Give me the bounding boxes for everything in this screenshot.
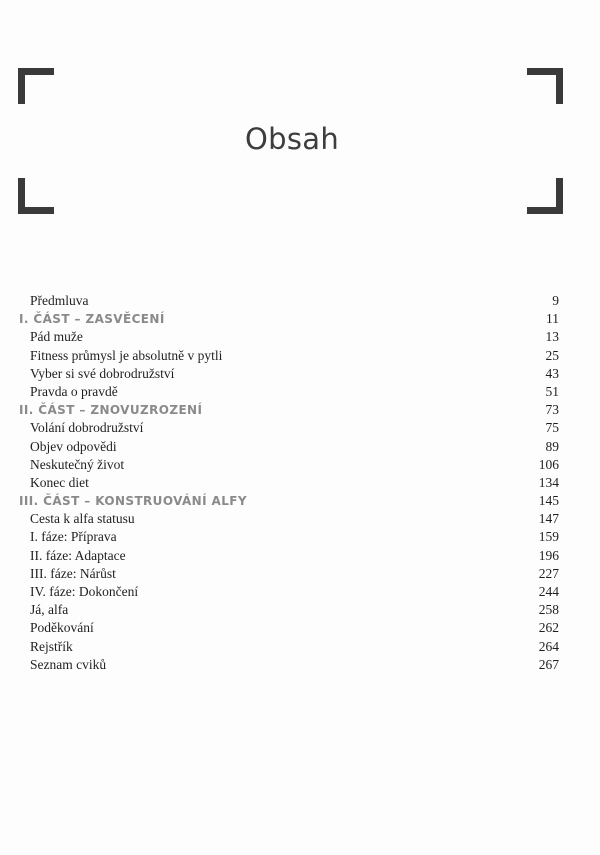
table-of-contents bbox=[0, 292, 600, 674]
toc-entry bbox=[0, 583, 600, 601]
toc-entry-label: Konec diet bbox=[30, 474, 89, 490]
toc-entry-label: Vyber si své dobrodružství bbox=[30, 365, 175, 381]
toc-page-number: 147 bbox=[538, 511, 559, 527]
toc-page-number: 145 bbox=[538, 493, 559, 509]
toc-page-number: 258 bbox=[538, 602, 559, 618]
toc-entry bbox=[0, 528, 600, 546]
toc-page-number: 267 bbox=[538, 656, 559, 672]
toc-entry bbox=[0, 474, 600, 492]
corner-mark-bottom-right bbox=[527, 178, 563, 214]
toc-entry bbox=[0, 547, 600, 565]
toc-page-number: 106 bbox=[538, 456, 559, 472]
toc-entry-label: Fitness průmysl je absolutně v pytli bbox=[30, 347, 223, 363]
toc-entry-label: Neskutečný život bbox=[30, 456, 125, 472]
toc-entry-label: Pád muže bbox=[30, 329, 83, 345]
toc-page-number: 196 bbox=[538, 547, 559, 563]
corner-mark-bottom-left bbox=[18, 178, 54, 214]
corner-mark-top-left bbox=[18, 68, 54, 104]
toc-entry bbox=[0, 619, 600, 637]
toc-part-label: III. ČÁST – KONSTRUOVÁNÍ ALFY bbox=[19, 494, 247, 509]
toc-entry bbox=[0, 328, 600, 346]
toc-page-number: 13 bbox=[545, 329, 559, 345]
toc-part-heading bbox=[0, 310, 600, 328]
toc-page-number: 244 bbox=[538, 584, 559, 599]
toc-page-number: 159 bbox=[538, 529, 559, 545]
toc-part-heading bbox=[0, 401, 600, 419]
toc-entry-label: Rejstřík bbox=[30, 638, 73, 654]
toc-entry-label: II. fáze: Adaptace bbox=[30, 547, 126, 563]
toc-part-label: II. ČÁST – ZNOVUZROZENÍ bbox=[19, 403, 203, 418]
toc-page-number: 134 bbox=[538, 474, 559, 490]
toc-entry-label: III. fáze: Nárůst bbox=[30, 565, 116, 581]
toc-entry bbox=[0, 510, 600, 528]
toc-entry bbox=[0, 565, 600, 583]
toc-page-number: 9 bbox=[552, 293, 559, 308]
toc-page-number: 89 bbox=[545, 438, 559, 454]
toc-entry-label: Předmluva bbox=[30, 293, 89, 308]
toc-entry-label: Volání dobrodružství bbox=[30, 420, 144, 436]
page-title: Obsah bbox=[245, 122, 339, 156]
toc-entry bbox=[0, 638, 600, 656]
toc-page-number: 73 bbox=[545, 402, 559, 418]
toc-entry-label: Cesta k alfa statusu bbox=[30, 511, 135, 527]
toc-page-number: 11 bbox=[546, 311, 559, 327]
toc-entry-label: Pravda o pravdě bbox=[30, 383, 118, 399]
toc-entry-label: Seznam cviků bbox=[30, 656, 107, 672]
toc-page-number: 25 bbox=[545, 347, 559, 363]
toc-entry bbox=[0, 292, 600, 310]
toc-entry bbox=[0, 456, 600, 474]
toc-entry bbox=[0, 347, 600, 365]
toc-entry bbox=[0, 656, 600, 674]
toc-entry-label: Já, alfa bbox=[30, 602, 69, 618]
toc-page-number: 262 bbox=[538, 620, 559, 636]
toc-entry bbox=[0, 383, 600, 401]
corner-mark-top-right bbox=[527, 68, 563, 104]
toc-entry-label: Objev odpovědi bbox=[30, 438, 117, 454]
toc-entry bbox=[0, 601, 600, 619]
toc-part-heading bbox=[0, 492, 600, 510]
toc-entry-label: I. fáze: Příprava bbox=[30, 529, 117, 545]
toc-entry bbox=[0, 365, 600, 383]
toc-page-number: 227 bbox=[538, 565, 559, 581]
toc-entry-label: IV. fáze: Dokončení bbox=[30, 584, 139, 599]
toc-entry-label: Poděkování bbox=[30, 620, 94, 636]
toc-page-number: 51 bbox=[545, 383, 559, 399]
toc-part-label: I. ČÁST – ZASVĚCENÍ bbox=[19, 312, 165, 327]
toc-entry bbox=[0, 419, 600, 437]
toc-page-number: 264 bbox=[538, 638, 559, 654]
toc-page-number: 75 bbox=[545, 420, 559, 436]
toc-entry bbox=[0, 438, 600, 456]
toc-page-number: 43 bbox=[545, 365, 559, 381]
